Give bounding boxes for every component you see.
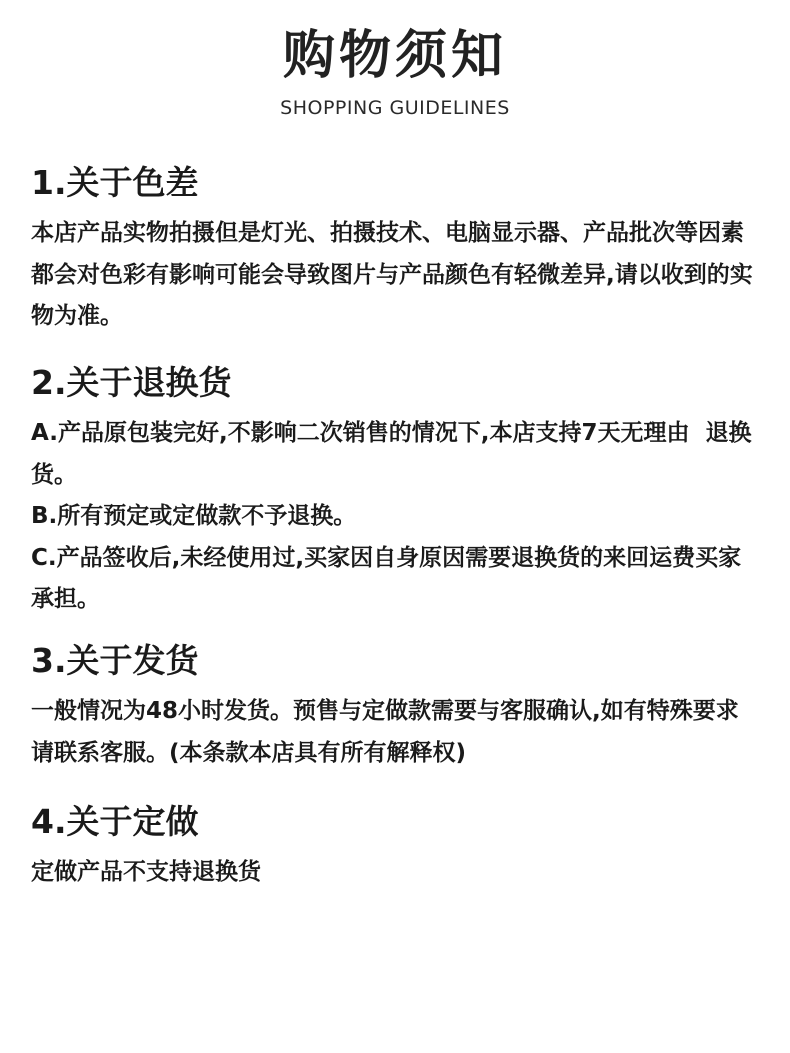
- section-custom-orders: [31, 802, 761, 894]
- section-body: [31, 691, 761, 774]
- paragraph: A.产品原包装完好,不影响二次销售的情况下,本店支持7天无理由 退换货。: [31, 420, 752, 488]
- section-heading: 2.关于退换货: [31, 363, 232, 402]
- section-color-difference: [31, 163, 761, 338]
- section-body: [31, 852, 761, 894]
- section-shipping: [31, 641, 761, 774]
- section-heading: 3.关于发货: [31, 641, 199, 680]
- page-title: 购物须知: [282, 26, 507, 86]
- page-subtitle: SHOPPING GUIDELINES: [280, 97, 510, 119]
- paragraph: B.所有预定或定做款不予退换。: [31, 503, 357, 529]
- paragraph: 本店产品实物拍摄但是灯光、拍摄技术、电脑显示器、产品批次等因素都会对色彩有影响可能会导致图片与产品颜色有轻微差异,请以收到的实物为准。: [31, 220, 753, 329]
- paragraph: C.产品签收后,未经使用过,买家因自身原因需要退换货的来回运费买家承担。: [31, 544, 742, 612]
- section-heading: 4.关于定做: [31, 802, 199, 841]
- section-returns: [31, 363, 761, 621]
- section-body: [31, 213, 761, 338]
- section-body: [31, 413, 761, 621]
- section-heading: 1.关于色差: [31, 163, 199, 202]
- paragraph: 一般情况为48小时发货。预售与定做款需要与客服确认,如有特殊要求请联系客服。(本条款本店具有所有解释权): [31, 698, 739, 766]
- page-header: [0, 22, 790, 120]
- paragraph: 定做产品不支持退换货: [31, 859, 261, 885]
